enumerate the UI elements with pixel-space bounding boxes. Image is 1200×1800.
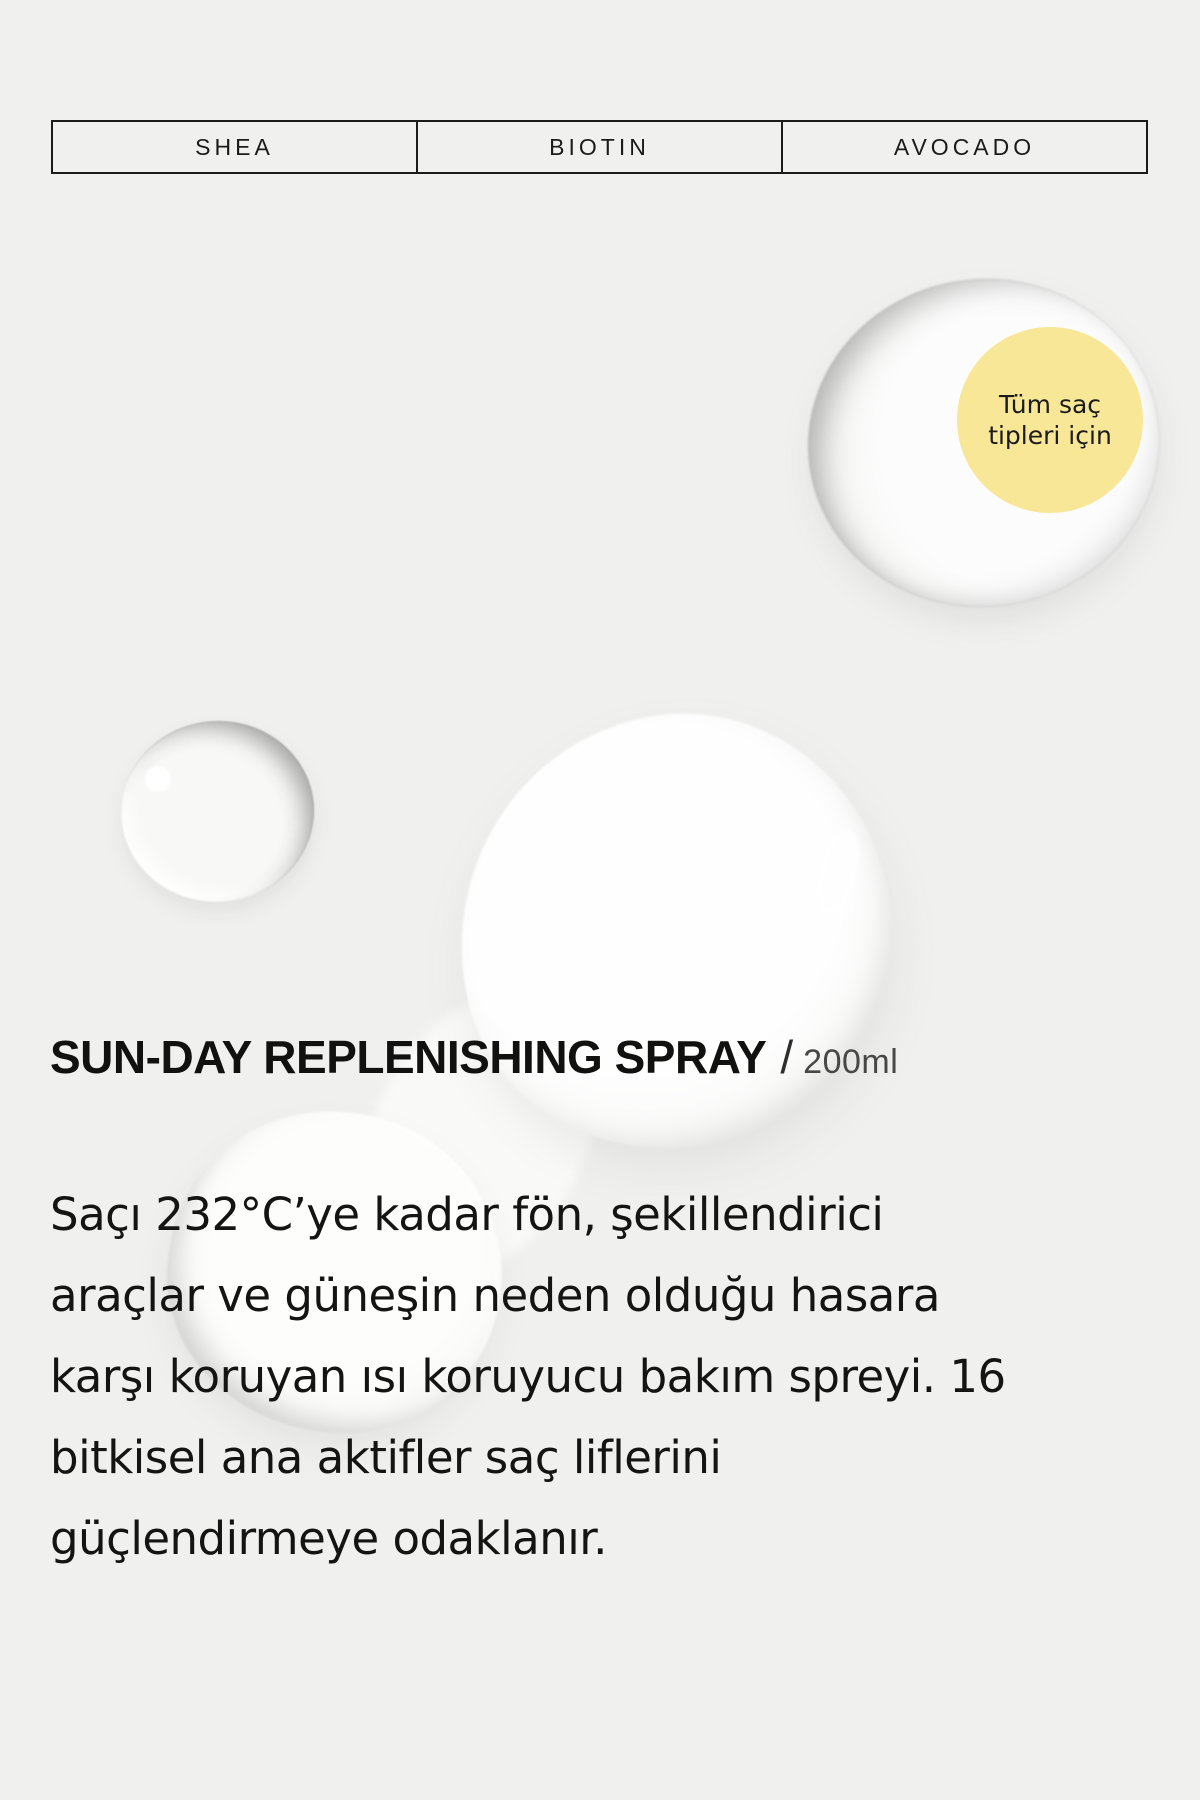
product-description <box>50 1174 1180 1579</box>
description-line-1: Saçı 232°C’ye kadar fön, şekillendirici <box>50 1188 884 1241</box>
title-separator-slash: / <box>780 1031 794 1083</box>
badge-all-hair-types <box>957 327 1143 513</box>
badge-line-1: Tüm saç <box>998 390 1102 419</box>
description-line-3: karşı koruyan ısı koruyucu bakım spreyi. 16 <box>50 1350 1006 1403</box>
water-droplet-small <box>115 714 320 908</box>
ingredient-cell-shea <box>53 122 418 172</box>
ingredient-label-shea: SHEA <box>195 133 274 160</box>
water-droplet-small-highlight <box>145 766 171 792</box>
ingredient-label-avocado: AVOCADO <box>893 133 1036 160</box>
product-title: SUN-DAY REPLENISHING SPRAY <box>50 1031 767 1083</box>
ingredients-bar <box>51 120 1148 174</box>
product-title-row <box>50 1030 898 1084</box>
description-line-5: güçlendirmeye odaklanır. <box>50 1512 607 1565</box>
ingredient-cell-biotin <box>418 122 783 172</box>
description-line-2: araçlar ve güneşin neden olduğu hasara <box>50 1269 940 1322</box>
badge-line-2: tipleri için <box>988 421 1112 450</box>
ingredient-label-biotin: BIOTIN <box>549 133 650 160</box>
description-line-4: bitkisel ana aktifler saç liflerini <box>50 1431 722 1484</box>
ingredient-cell-avocado <box>783 122 1146 172</box>
product-volume: 200ml <box>803 1043 899 1081</box>
